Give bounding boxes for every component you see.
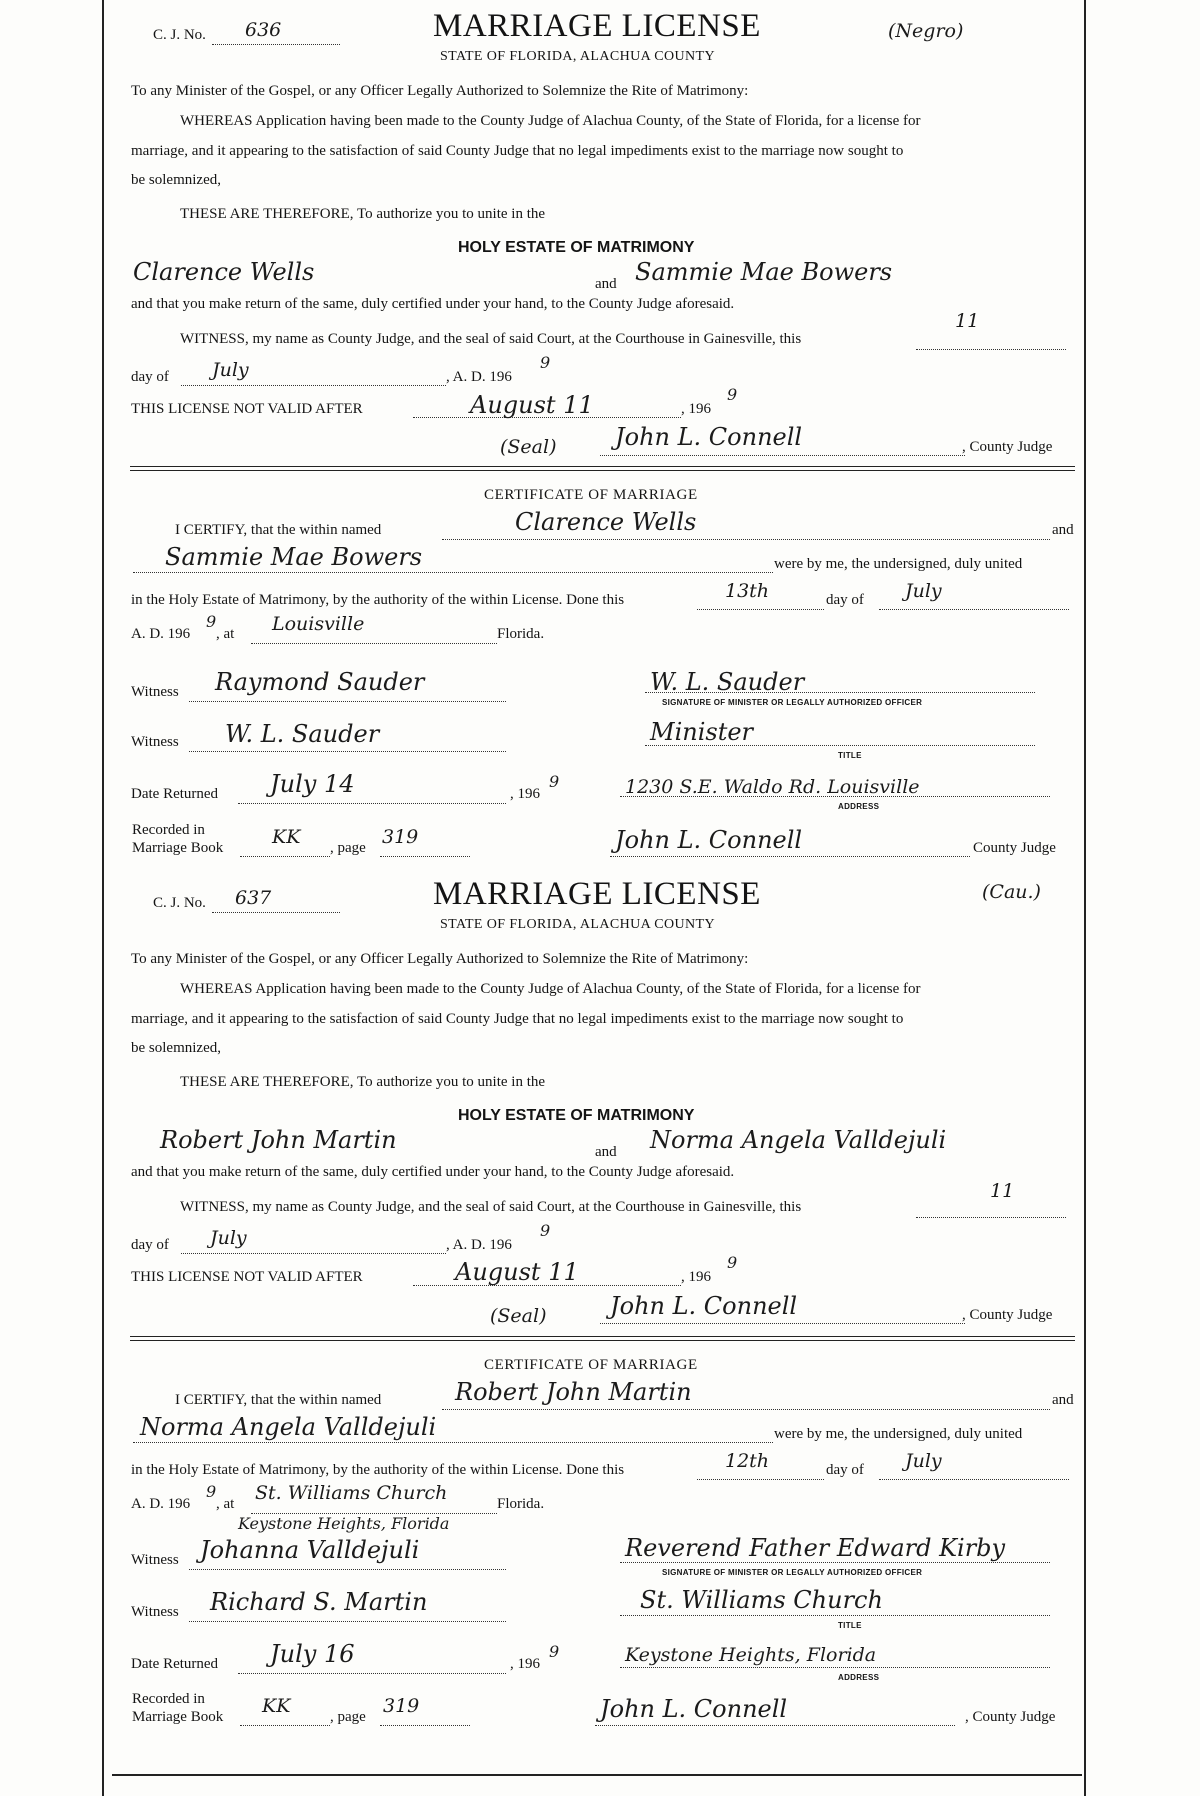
recorder-county-judge-label: County Judge — [973, 840, 1056, 856]
signature-caption: SIGNATURE OF MINISTER OR LEGALLY AUTHORIZED OFFICER — [662, 698, 923, 707]
license-subtitle: STATE OF FLORIDA, ALACHUA COUNTY — [440, 917, 715, 932]
issue-month: July — [212, 359, 249, 381]
i-certify-label: I CERTIFY, that the within named — [175, 1392, 382, 1408]
license-title: MARRIAGE LICENSE — [433, 876, 761, 912]
date-returned-label: Date Returned — [131, 786, 219, 802]
witness-2-label: Witness — [131, 1604, 179, 1620]
bride-name: Norma Angela Valldejuli — [650, 1126, 947, 1154]
done-month: July — [905, 1450, 942, 1472]
certificate-title: CERTIFICATE OF MARRIAGE — [484, 1357, 698, 1373]
right-border-rule — [1084, 0, 1086, 1796]
whereas-line-3: be solemnized, — [131, 1040, 221, 1056]
whereas-line-1: WHEREAS Application having been made to the County Judge of Alachua County, of the State of Florida, for a license for — [180, 113, 921, 129]
marriage-place: St. Williams Church — [255, 1482, 448, 1504]
date-returned-value: July 16 — [270, 1640, 355, 1668]
section-divider — [130, 1336, 1075, 1341]
marriage-place-extra: Keystone Heights, Florida — [238, 1514, 450, 1533]
ad-label: , A. D. 196 — [446, 1237, 512, 1253]
at-label: , at — [216, 626, 235, 642]
page-label: , page — [330, 840, 366, 856]
officer-address: 1230 S.E. Waldo Rd. Louisville — [625, 776, 920, 798]
certificate-title: CERTIFICATE OF MARRIAGE — [484, 487, 698, 503]
recorder-county-judge-label: , County Judge — [965, 1709, 1056, 1725]
left-border-rule — [102, 0, 104, 1796]
issue-day: 11 — [955, 310, 980, 332]
whereas-line-2: marriage, and it appearing to the satisfaction of said County Judge that no legal impediments exist to the marriage now sought to — [131, 143, 904, 159]
witness-1-name: Johanna Valldejuli — [200, 1536, 420, 1564]
officer-title: St. Williams Church — [640, 1586, 883, 1614]
cert-groom-name: Clarence Wells — [515, 508, 697, 536]
holy-estate-heading: HOLY ESTATE OF MATRIMONY — [458, 1107, 695, 1124]
expiry-year-label: , 196 — [681, 401, 711, 417]
date-returned-label: Date Returned — [131, 1656, 219, 1672]
address-line: To any Minister of the Gospel, or any Officer Legally Authorized to Solemnize the Rite of Matrimony: — [131, 83, 749, 99]
witness-1-name: Raymond Sauder — [215, 668, 425, 696]
signature-caption: SIGNATURE OF MINISTER OR LEGALLY AUTHORIZED OFFICER — [662, 1568, 923, 1577]
cert-ad-label: A. D. 196 — [131, 626, 191, 642]
these-are-therefore: THESE ARE THEREFORE, To authorize you to unite in the — [180, 206, 546, 222]
margin-note: (Negro) — [888, 20, 964, 42]
marriage-book-label: Marriage Book — [132, 1709, 224, 1725]
whereas-line-1: WHEREAS Application having been made to the County Judge of Alachua County, of the State of Florida, for a license for — [180, 981, 921, 997]
judge-signature: John L. Connell — [610, 1292, 798, 1320]
title-caption: TITLE — [838, 751, 862, 760]
whereas-line-2: marriage, and it appearing to the satisfaction of said County Judge that no legal impediments exist to the marriage now sought to — [131, 1011, 904, 1027]
witness-2-name: Richard S. Martin — [210, 1588, 428, 1616]
recorded-in-label: Recorded in — [132, 1691, 205, 1707]
cert-and-label: and — [1052, 522, 1074, 538]
expiry-year-digit: 9 — [727, 1253, 738, 1272]
page-label: , page — [330, 1709, 366, 1725]
issue-day: 11 — [990, 1180, 1015, 1202]
i-certify-label: I CERTIFY, that the within named — [175, 522, 382, 538]
returned-year-label: , 196 — [510, 1656, 540, 1672]
witness-1-label: Witness — [131, 684, 179, 700]
returned-year-label: , 196 — [510, 786, 540, 802]
not-valid-after-label: THIS LICENSE NOT VALID AFTER — [131, 401, 363, 417]
expiry-year-label: , 196 — [681, 1269, 711, 1285]
cert-ad-label: A. D. 196 — [131, 1496, 191, 1512]
done-year-digit: 9 — [206, 612, 217, 631]
holy-estate-heading: HOLY ESTATE OF MATRIMONY — [458, 239, 695, 256]
book-value: KK — [262, 1695, 291, 1717]
these-are-therefore: THESE ARE THEREFORE, To authorize you to unite in the — [180, 1074, 546, 1090]
done-day: 12th — [725, 1450, 770, 1472]
returned-year-digit: 9 — [549, 1642, 560, 1661]
return-line: and that you make return of the same, duly certified under your hand, to the County Judge aforesaid. — [131, 1164, 735, 1180]
expiry-year-digit: 9 — [727, 385, 738, 404]
seal-mark: (Seal) — [490, 1305, 547, 1327]
groom-name: Clarence Wells — [133, 258, 315, 286]
marriage-place: Louisville — [272, 613, 365, 635]
margin-note: (Cau.) — [982, 881, 1041, 903]
witness-2-name: W. L. Sauder — [225, 720, 380, 748]
not-valid-after-label: THIS LICENSE NOT VALID AFTER — [131, 1269, 363, 1285]
holy-estate-line: in the Holy Estate of Matrimony, by the authority of the within License. Done this — [131, 1462, 625, 1478]
address-caption: ADDRESS — [838, 1673, 880, 1682]
issue-year-digit: 9 — [540, 1221, 551, 1240]
florida-label: Florida. — [497, 626, 545, 642]
date-returned-value: July 14 — [270, 770, 355, 798]
title-caption: TITLE — [838, 1621, 862, 1630]
officer-signature: Reverend Father Edward Kirby — [625, 1534, 1006, 1562]
cj-no-label: C. J. No. — [153, 895, 206, 911]
done-month: July — [905, 580, 942, 602]
cj-no-label: C. J. No. — [153, 27, 206, 43]
seal-mark: (Seal) — [500, 436, 557, 458]
florida-label: Florida. — [497, 1496, 545, 1512]
cert-day-of-label: day of — [826, 1462, 864, 1478]
license-subtitle: STATE OF FLORIDA, ALACHUA COUNTY — [440, 49, 715, 64]
witness-line: WITNESS, my name as County Judge, and the seal of said Court, at the Courthouse in Gainesville, this — [180, 331, 802, 347]
cj-no-value: 637 — [235, 887, 272, 909]
whereas-line-3: be solemnized, — [131, 172, 221, 188]
issue-month: July — [210, 1227, 247, 1249]
cert-groom-name: Robert John Martin — [455, 1378, 692, 1406]
county-judge-label: , County Judge — [962, 439, 1053, 455]
witness-2-label: Witness — [131, 734, 179, 750]
done-year-digit: 9 — [206, 1482, 217, 1501]
expiry-date: August 11 — [455, 1258, 579, 1286]
cj-no-value: 636 — [245, 19, 282, 41]
license-title: MARRIAGE LICENSE — [433, 8, 761, 44]
cert-and-label: and — [1052, 1392, 1074, 1408]
officer-signature: W. L. Sauder — [650, 668, 805, 696]
county-judge-label: , County Judge — [962, 1307, 1053, 1323]
issue-year-digit: 9 — [540, 353, 551, 372]
officer-address: Keystone Heights, Florida — [625, 1644, 877, 1666]
cert-bride-name: Sammie Mae Bowers — [165, 543, 423, 571]
marriage-book-label: Marriage Book — [132, 840, 224, 856]
cert-day-of-label: day of — [826, 592, 864, 608]
return-line: and that you make return of the same, duly certified under your hand, to the County Judge aforesaid. — [131, 296, 735, 312]
cert-bride-name: Norma Angela Valldejuli — [140, 1413, 437, 1441]
book-page-value: 319 — [382, 826, 419, 848]
witness-line: WITNESS, my name as County Judge, and the seal of said Court, at the Courthouse in Gainesville, this — [180, 1199, 802, 1215]
book-value: KK — [272, 826, 301, 848]
bride-name: Sammie Mae Bowers — [635, 258, 893, 286]
judge-signature: John L. Connell — [615, 423, 803, 451]
recorded-in-label: Recorded in — [132, 822, 205, 838]
officer-title: Minister — [650, 718, 754, 746]
groom-name: Robert John Martin — [160, 1126, 397, 1154]
done-day: 13th — [725, 580, 770, 602]
expiry-date: August 11 — [470, 391, 594, 419]
holy-estate-line: in the Holy Estate of Matrimony, by the authority of the within License. Done this — [131, 592, 625, 608]
address-caption: ADDRESS — [838, 802, 880, 811]
day-of-label: day of — [131, 369, 169, 385]
bottom-border-rule — [112, 1774, 1082, 1776]
address-line: To any Minister of the Gospel, or any Officer Legally Authorized to Solemnize the Rite of Matrimony: — [131, 951, 749, 967]
were-united-label: were by me, the undersigned, duly united — [774, 1426, 1023, 1442]
recorder-signature: John L. Connell — [615, 826, 803, 854]
book-page-value: 319 — [383, 1695, 420, 1717]
ad-label: , A. D. 196 — [446, 369, 512, 385]
and-label: and — [595, 276, 617, 292]
recorder-signature: John L. Connell — [600, 1695, 788, 1723]
day-of-label: day of — [131, 1237, 169, 1253]
at-label: , at — [216, 1496, 235, 1512]
and-label: and — [595, 1144, 617, 1160]
were-united-label: were by me, the undersigned, duly united — [774, 556, 1023, 572]
witness-1-label: Witness — [131, 1552, 179, 1568]
returned-year-digit: 9 — [549, 772, 560, 791]
section-divider — [130, 466, 1075, 471]
